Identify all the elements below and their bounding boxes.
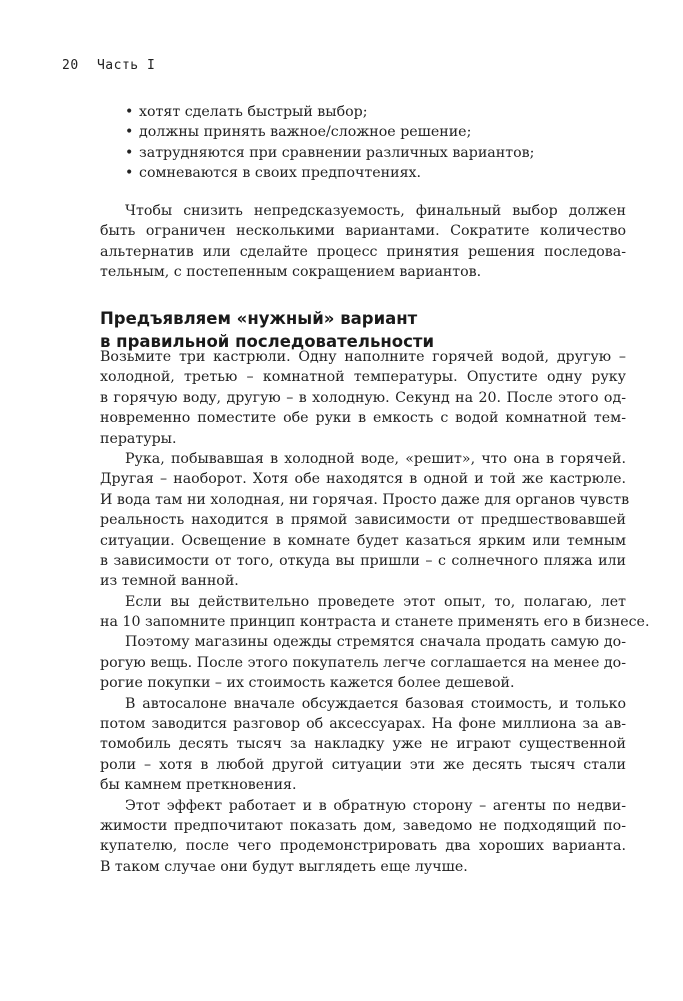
part-title: Часть I bbox=[96, 58, 156, 73]
text-line: быть ограничен несколькими вариантами. Сократите количество bbox=[100, 223, 626, 240]
text-line: в зависимости от того, откуда вы пришли – с солнечного пляжа или bbox=[100, 552, 626, 569]
text-line: Чтобы снизить непредсказуемость, финальный выбор должен bbox=[125, 203, 626, 219]
text-line: на 10 запомните принцип контраста и станете применять его в бизнесе. bbox=[100, 614, 650, 631]
heading-line: в правильной последовательности bbox=[100, 332, 435, 351]
bullet-icon: • bbox=[125, 104, 134, 120]
text-line: в горячую воду, другую – в холодную. Секунд на 20. После этого од- bbox=[100, 389, 626, 406]
list-item bbox=[125, 163, 585, 183]
text-line: Этот эффект работает и в обратную сторону – агенты по недви- bbox=[125, 797, 626, 814]
list-item-text: хотят сделать быстрый выбор; bbox=[139, 104, 368, 120]
text-line: В автосалоне вначале обсуждается базовая стоимость, и только bbox=[125, 695, 626, 712]
bullet-icon: • bbox=[125, 124, 134, 141]
running-head bbox=[62, 58, 165, 73]
text-line: ситуации. Освещение в комнате будет казаться ярким или темным bbox=[100, 532, 626, 549]
text-line: В таком случае они будут выглядеть еще лучше. bbox=[100, 858, 468, 875]
list-item-text: должны принять важное/сложное решение; bbox=[139, 124, 472, 141]
text-line: томобиль десять тысяч за накладку уже не играют существенной bbox=[100, 736, 626, 753]
text-line: рогие покупки – их стоимость кажется более дешевой. bbox=[100, 675, 515, 692]
text-line: Другая – наоборот. Хотя обе находятся в одной и той же кастрюле. bbox=[100, 471, 626, 488]
heading-line: Предъявляем «нужный» вариант bbox=[100, 309, 418, 328]
text-line: альтернатив или сделайте процесс принятия решения последова- bbox=[100, 243, 626, 260]
list-item bbox=[125, 102, 585, 122]
text-line: Поэтому магазины одежды стремятся сначала продать самую до- bbox=[125, 634, 626, 651]
text-line: Рука, побывавшая в холодной воде, «решит», что она в горячей. bbox=[125, 450, 626, 467]
text-line: пературы. bbox=[100, 430, 177, 447]
text-line: купателю, после чего продемонстрировать два хороших варианта. bbox=[100, 838, 626, 855]
bullet-icon: • bbox=[125, 144, 134, 161]
bullet-icon: • bbox=[125, 165, 134, 182]
list-item-text: сомневаются в своих предпочтениях. bbox=[139, 165, 422, 182]
text-line: Возьмите три кастрюли. Одну наполните горячей водой, другую – bbox=[100, 349, 626, 365]
text-line: И вода там ни холодная, ни горячая. Просто даже для органов чувств bbox=[100, 491, 630, 508]
text-line: из темной ванной. bbox=[100, 573, 239, 590]
intro-paragraph bbox=[100, 201, 626, 283]
text-line: жимости предпочитают показать дом, заведомо не подходящий по- bbox=[100, 817, 626, 834]
text-line: тельным, с постепенным сокращением вариантов. bbox=[100, 264, 482, 281]
list-item bbox=[125, 122, 585, 142]
text-line: рогую вещь. После этого покупатель легче соглашается на менее до- bbox=[100, 654, 626, 671]
page-number: 20 bbox=[62, 58, 79, 73]
bullet-list bbox=[125, 102, 585, 184]
text-line: потом заводится разговор об аксессуарах. На фоне миллиона за ав- bbox=[100, 716, 626, 733]
text-line: новременно поместите обе руки в емкость с водой комнатной тем- bbox=[100, 410, 626, 427]
text-line: роли – хотя в любой другой ситуации эти же десять тысяч стали bbox=[100, 756, 626, 773]
text-line: реальность находится в прямой зависимости от предшествовавшей bbox=[100, 512, 626, 529]
text-line: холодной, третью – комнатной температуры. Опустите одну руку bbox=[100, 369, 626, 386]
text-line: Если вы действительно проведете этот опыт, то, полагаю, лет bbox=[125, 593, 626, 610]
body-text bbox=[100, 347, 650, 877]
list-item bbox=[125, 143, 585, 163]
list-item-text: затрудняются при сравнении различных вариантов; bbox=[139, 144, 535, 161]
text-line: бы камнем преткновения. bbox=[100, 777, 297, 794]
